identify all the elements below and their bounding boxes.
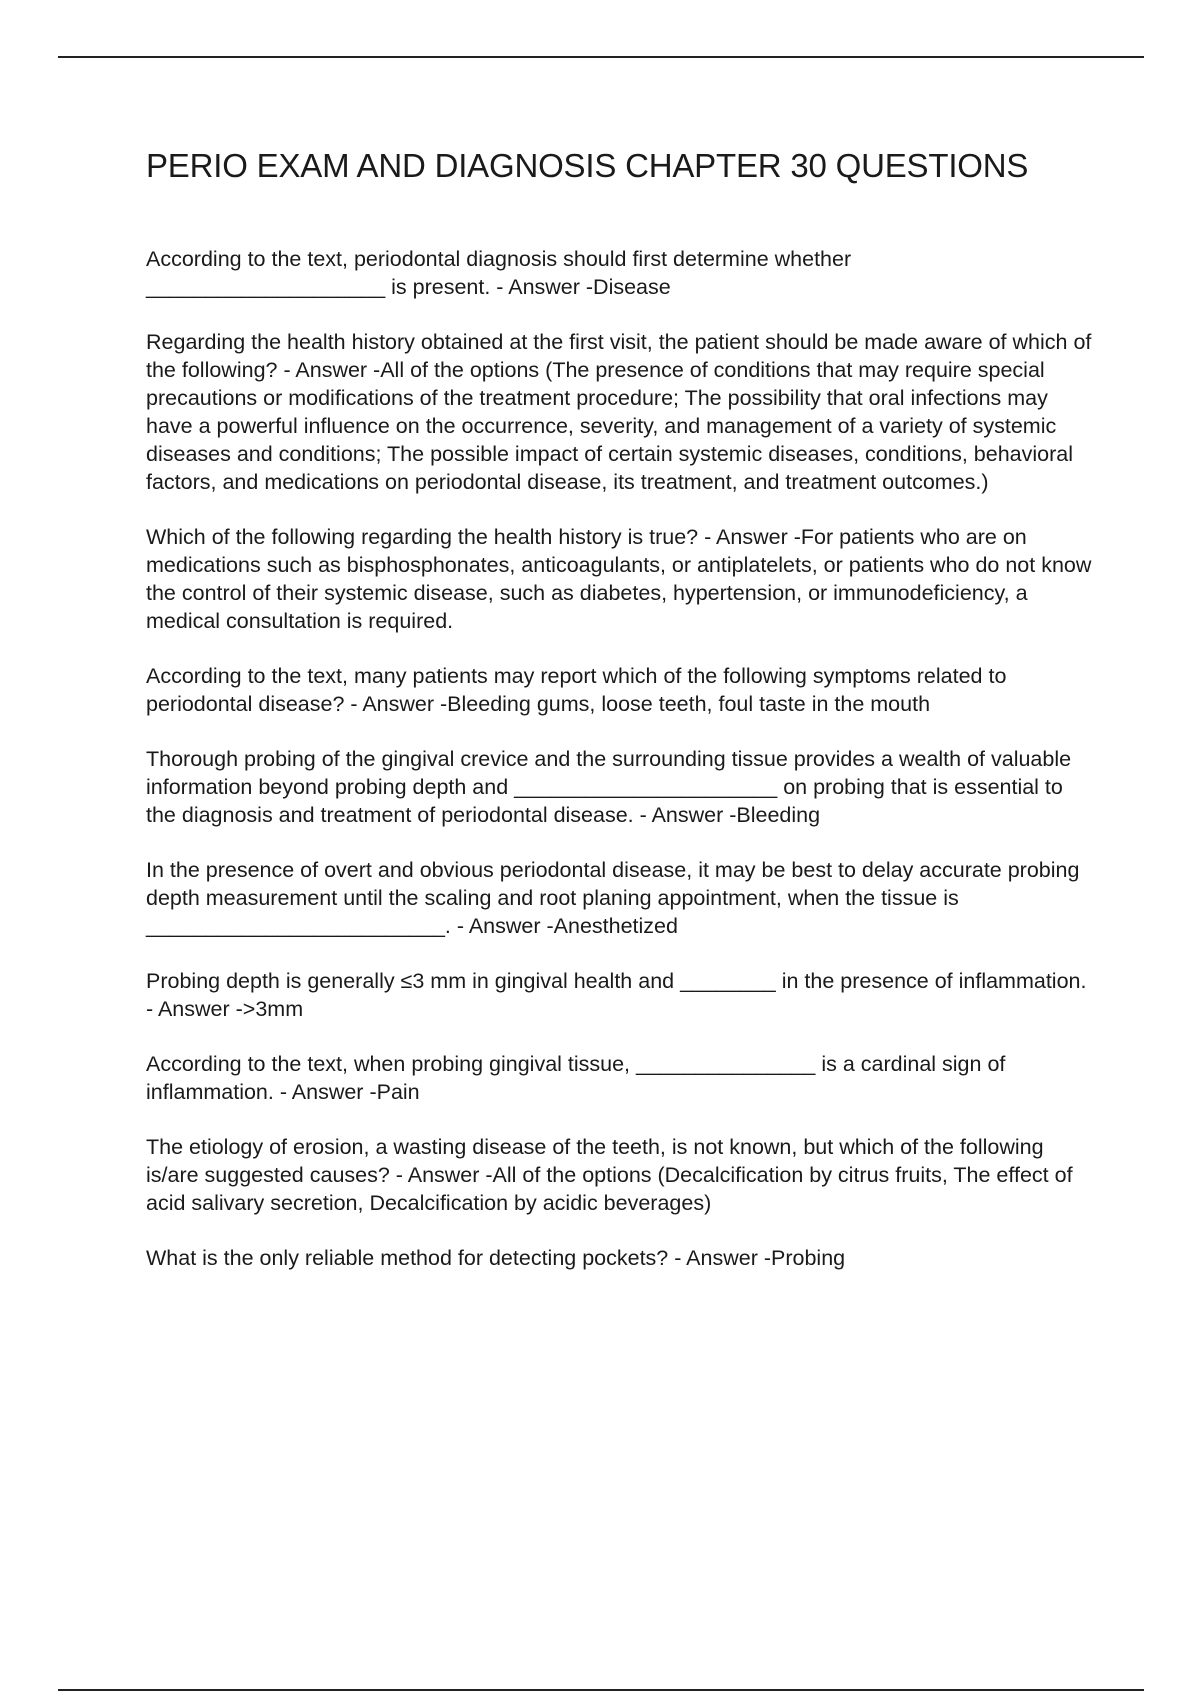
top-divider [58,56,1144,58]
qa-item: Regarding the health history obtained at the first visit, the patient should be made aware of which of the following? - Answer -All of the options (The presence of conditions that may require special precautions or modifications of the treatment procedure; The possibility that oral infections may have a powerful influence on the occurrence, severity, and management of a variety of systemic diseases and conditions; The possible impact of certain systemic diseases, conditions, behavioral factors, and medications on periodontal disease, its treatment, and treatment outcomes.) [146,330,1092,494]
qa-list [146,245,1096,1272]
qa-item: In the presence of overt and obvious periodontal disease, it may be best to delay accurate probing depth measurement until the scaling and root planing appointment, when the tissue is _________________________. - Answer -Anesthetized [146,858,1080,938]
qa-item: Thorough probing of the gingival crevice and the surrounding tissue provides a wealth of valuable information beyond probing depth and ______________________ on probing that is essential to the diagnosis and treatment of periodontal disease. - Answer -Bleeding [146,747,1072,827]
document-body [146,145,1096,1299]
qa-item: According to the text, when probing gingival tissue, _______________ is a cardinal sign of inflammation. - Answer -Pain [146,1052,1006,1104]
qa-item: Which of the following regarding the health history is true? - Answer -For patients who are on medications such as bisphosphonates, anticoagulants, or antiplatelets, or patients who do not know the control of their systemic disease, such as diabetes, hypertension, or immunodeficiency, a medical consultation is required. [146,525,1092,633]
qa-item: The etiology of erosion, a wasting disease of the teeth, is not known, but which of the following is/are suggested causes? - Answer -All of the options (Decalcification by citrus fruits, The effect of acid salivary secretion, Decalcification by acidic beverages) [146,1135,1073,1215]
qa-item: According to the text, periodontal diagnosis should first determine whether ____________________ is present. - Answer -Disease [146,247,852,299]
document-title: PERIO EXAM AND DIAGNOSIS CHAPTER 30 QUESTIONS [146,147,1029,184]
qa-item: What is the only reliable method for detecting pockets? - Answer -Probing [146,1246,846,1270]
bottom-divider [58,1689,1144,1691]
qa-item: According to the text, many patients may report which of the following symptoms related to periodontal disease? - Answer -Bleeding gums, loose teeth, foul taste in the mouth [146,664,1007,716]
qa-item: Probing depth is generally ≤3 mm in gingival health and ________ in the presence of inflammation. - Answer ->3mm [146,969,1087,1021]
